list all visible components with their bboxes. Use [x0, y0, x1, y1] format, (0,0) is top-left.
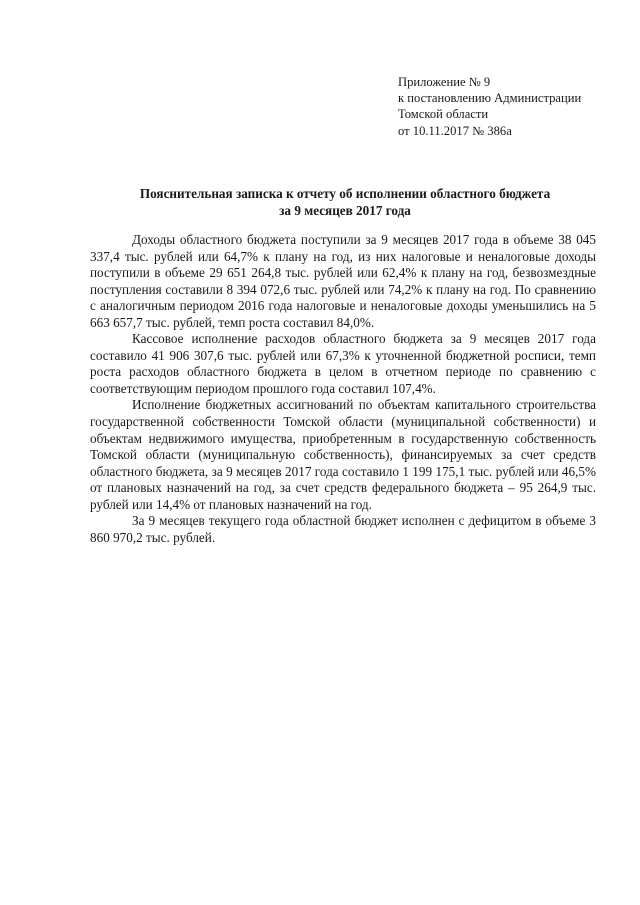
title-line-1: Пояснительная записка к отчету об исполнении областного бюджета — [139, 186, 551, 201]
appendix-number: Приложение № 9 — [398, 75, 491, 89]
paragraph-deficit: За 9 месяцев текущего года областной бюджет исполнен с дефицитом в объеме 3 860 970,2 тыс. рублей. — [90, 513, 596, 545]
document-title — [90, 185, 600, 219]
appendix-header — [398, 74, 618, 139]
paragraph-capital-construction: Исполнение бюджетных ассигнований по объектам капитального строительства государственной собственности Томской области (муниципальной собственности) и объектам недвижимого имущества, приобретенным в государственную собственность Томской области (муниципальную собственность), финансируемых за счет средств областного бюджета, за 9 месяцев 2017 года составило 1 199 175,1 тыс. рублей или 46,5% от плановых назначений на год, за счет средств федерального бюджета – 95 264,9 тыс. рублей или 14,4% от плановых назначений на год. — [90, 397, 596, 512]
document-body — [90, 232, 596, 546]
appendix-region: Томской области — [398, 107, 489, 122]
paragraph-expenditures: Кассовое исполнение расходов областного бюджета за 9 месяцев 2017 года составило 41 906 307,6 тыс. рублей или 67,3% к уточненной бюджетной росписи, темп роста расходов областного бюджета в целом в отчетном периоде по сравнению с соответствующим периодом прошлого года составил 107,4%. — [90, 331, 596, 396]
title-line-2: за 9 месяцев 2017 года — [279, 203, 411, 218]
appendix-date: от 10.11.2017 № 386а — [398, 123, 512, 138]
appendix-resolution: к постановлению Администрации — [398, 91, 582, 106]
paragraph-revenues: Доходы областного бюджета поступили за 9 месяцев 2017 года в объеме 38 045 337,4 тыс. рублей или 64,7% к плану на год, из них налоговые и неналоговые доходы поступили в объеме 29 651 264,8 тыс. рублей или 62,4% к плану на год, безвозмездные поступления составили 8 394 072,6 тыс. рублей или 74,2% к плану на год. По сравнению с аналогичным периодом 2016 года налоговые и неналоговые доходы уменьшились на 5 663 657,7 тыс. рублей, темп роста составил 84,0%. — [90, 232, 596, 330]
